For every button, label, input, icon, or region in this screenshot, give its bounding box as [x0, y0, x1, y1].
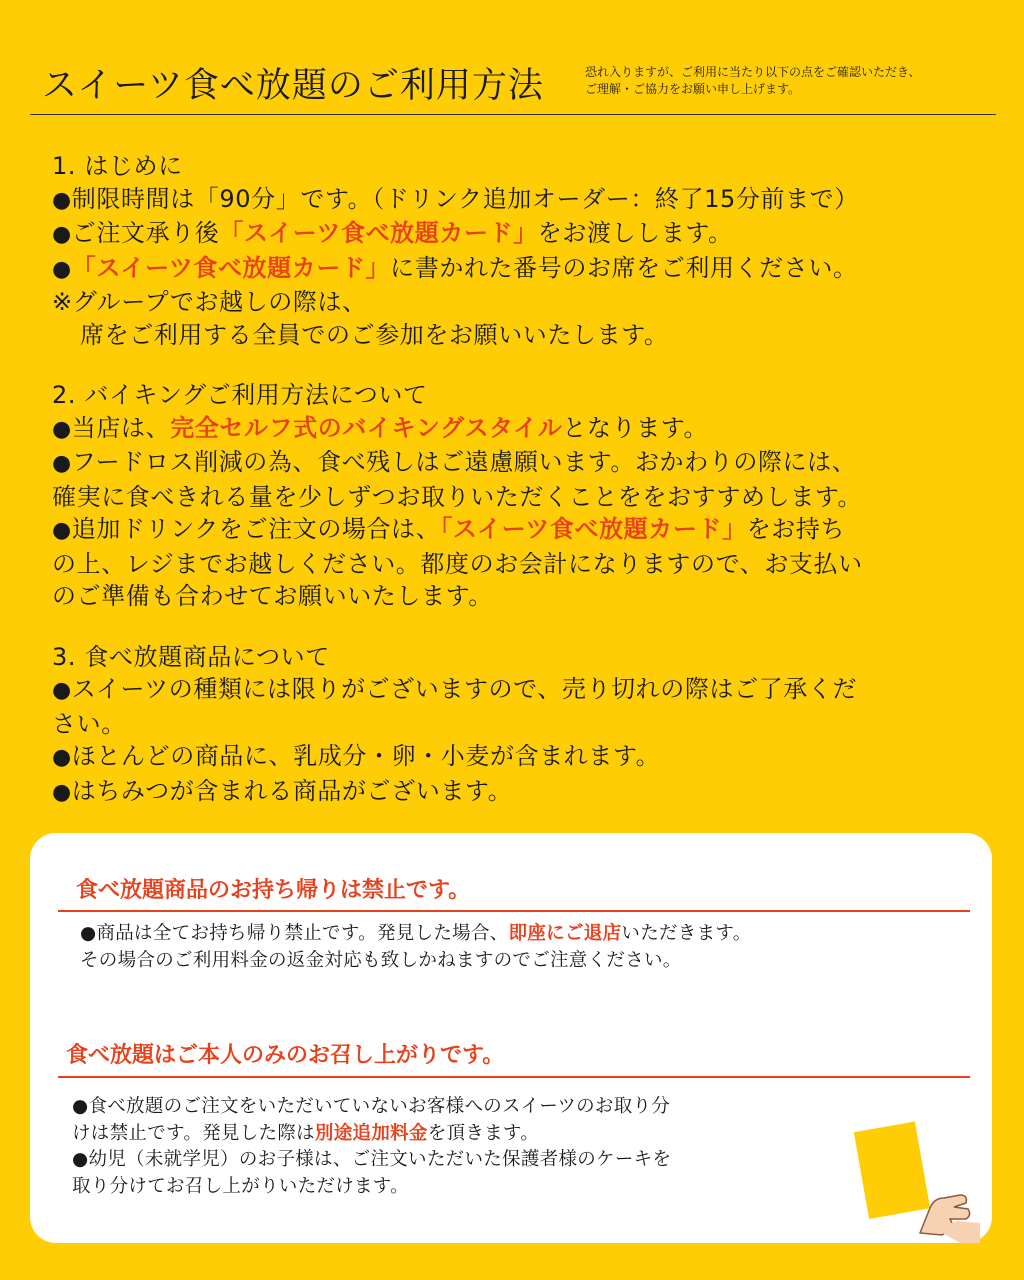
header-divider	[30, 114, 996, 115]
line-text: いただきます。	[621, 923, 752, 944]
line-text: フードロス削減の為、食べ残しはご遠慮願います。おかわりの際には、	[71, 448, 857, 476]
bullet-icon: ●	[52, 518, 72, 543]
bullet-icon: ●	[52, 779, 72, 805]
notice-line	[72, 1121, 852, 1148]
main-instructions	[52, 150, 1002, 809]
yellow-card-shape	[854, 1122, 930, 1219]
highlight-text: 「スイーツ食べ放題カード」	[440, 515, 747, 543]
line-text: ほとんどの商品に、乳成分・卵・小麦が含まれます。	[71, 742, 661, 770]
line-text: はちみつが含まれる商品がございます。	[71, 776, 513, 805]
list-item	[52, 217, 1002, 252]
list-item	[52, 548, 1002, 581]
header	[42, 58, 994, 118]
line-text: をお渡しします。	[537, 219, 733, 247]
notice-personal-heading: 食べ放題はご本人のみのお召し上がりです。	[66, 1043, 505, 1068]
line-text: さい。	[52, 709, 126, 738]
section-heading: 1. はじめに	[52, 152, 183, 180]
line-text: その場合のご利用料金の返金対応も致しかねますのでご注意ください。	[80, 949, 682, 971]
list-item	[52, 286, 1002, 319]
line-text: をお持ち	[746, 515, 846, 543]
header-note-line-2: ご理解・ご協力をお願い申し上げます。	[585, 82, 801, 96]
notice-personal-body	[72, 1094, 852, 1200]
notice-line	[72, 1174, 852, 1201]
list-item	[52, 183, 1002, 218]
bullet-icon: ●	[52, 256, 72, 282]
list-item	[52, 775, 1002, 810]
list-item	[52, 580, 1002, 613]
list-item	[52, 740, 1002, 775]
list-item	[52, 708, 1002, 741]
notice-takeout-heading: 食べ放題商品のお持ち帰りは禁止です。	[76, 878, 471, 903]
notice-card	[30, 833, 992, 1243]
bullet-icon: ●	[52, 451, 72, 476]
line-text: ●食べ放題のご注文をいただいていないお客様へのスイーツのお取り分	[72, 1096, 671, 1117]
header-note-line-1: 恐れ入りますが、ご利用に当たり以下の点をご確認いただき、	[585, 65, 921, 79]
line-text: 制限時間は「90分」です。（ドリンク追加オーダー：終了15分前まで）	[71, 184, 859, 213]
line-text: の上、レジまでお越しください。都度のお会計になりますので、お支払い	[52, 549, 863, 578]
line-text: ●幼児（未就学児）のお子様は、ご注文いただいた保護者様のケーキを	[72, 1149, 672, 1170]
line-text: 席をご利用する全員でのご参加をお願いいたします。	[80, 320, 669, 349]
list-item	[52, 252, 1002, 287]
header-note	[585, 64, 1005, 98]
line-text: スイーツの種類には限りがございますので、売り切れの際はご了承くだ	[71, 675, 858, 703]
line-text: 取り分けてお召し上がりいただけます。	[72, 1175, 409, 1197]
section-heading: 3. 食べ放題商品について	[52, 642, 330, 671]
list-item	[52, 513, 1002, 548]
bullet-icon: ●	[52, 745, 72, 770]
line-text: となります。	[562, 413, 709, 442]
notice-personal-underline	[58, 1076, 970, 1078]
line-text: 追加ドリンクをご注文の場合は、	[71, 515, 441, 543]
line-text: ご注文承り後	[71, 219, 220, 247]
list-item	[52, 446, 1002, 481]
bullet-icon: ●	[52, 222, 72, 247]
hand-holding-yellow-card-icon	[850, 1103, 980, 1243]
bullet-icon: ●	[52, 416, 72, 442]
notice-line	[72, 1147, 852, 1174]
line-text: 当店は、	[71, 413, 171, 442]
list-item	[52, 319, 1002, 352]
bullet-icon: ●	[52, 678, 72, 703]
list-item	[52, 412, 1002, 447]
line-text: 確実に食べきれる量を少しずつお取りいただくことををおすすめします。	[52, 482, 863, 511]
highlight-text: 即座にご退店	[508, 923, 622, 944]
line-text: のご準備も合わせてお願いいたします。	[52, 582, 493, 610]
list-item	[52, 481, 1002, 514]
bullet-icon: ●	[52, 187, 72, 213]
notice-takeout-underline	[58, 910, 970, 912]
list-item	[52, 673, 1002, 708]
page-title: スイーツ食べ放題のご利用方法	[42, 66, 544, 106]
line-text: に書かれた番号のお席をご利用ください。	[390, 253, 858, 282]
section-heading: 2. バイキングご利用方法について	[52, 381, 428, 409]
line-text: ●商品は全てお持ち帰り禁止です。発見した場合、	[80, 923, 509, 944]
notice-line	[72, 1094, 852, 1121]
highlight-text: 「スイーツ食べ放題カード」	[71, 253, 391, 282]
line-text: けは禁止です。発見した際は	[72, 1122, 315, 1144]
highlight-text: 「スイーツ食べ放題カード」	[219, 219, 538, 247]
notice-line	[80, 921, 960, 948]
highlight-text: 完全セルフ式のバイキングスタイル	[170, 413, 563, 442]
highlight-text: 別途追加料金	[314, 1122, 428, 1144]
line-text: を頂きます。	[427, 1122, 540, 1144]
notice-takeout-body	[80, 921, 960, 974]
line-text: ※グループでお越しの際は、	[52, 288, 367, 316]
notice-line	[80, 948, 960, 975]
